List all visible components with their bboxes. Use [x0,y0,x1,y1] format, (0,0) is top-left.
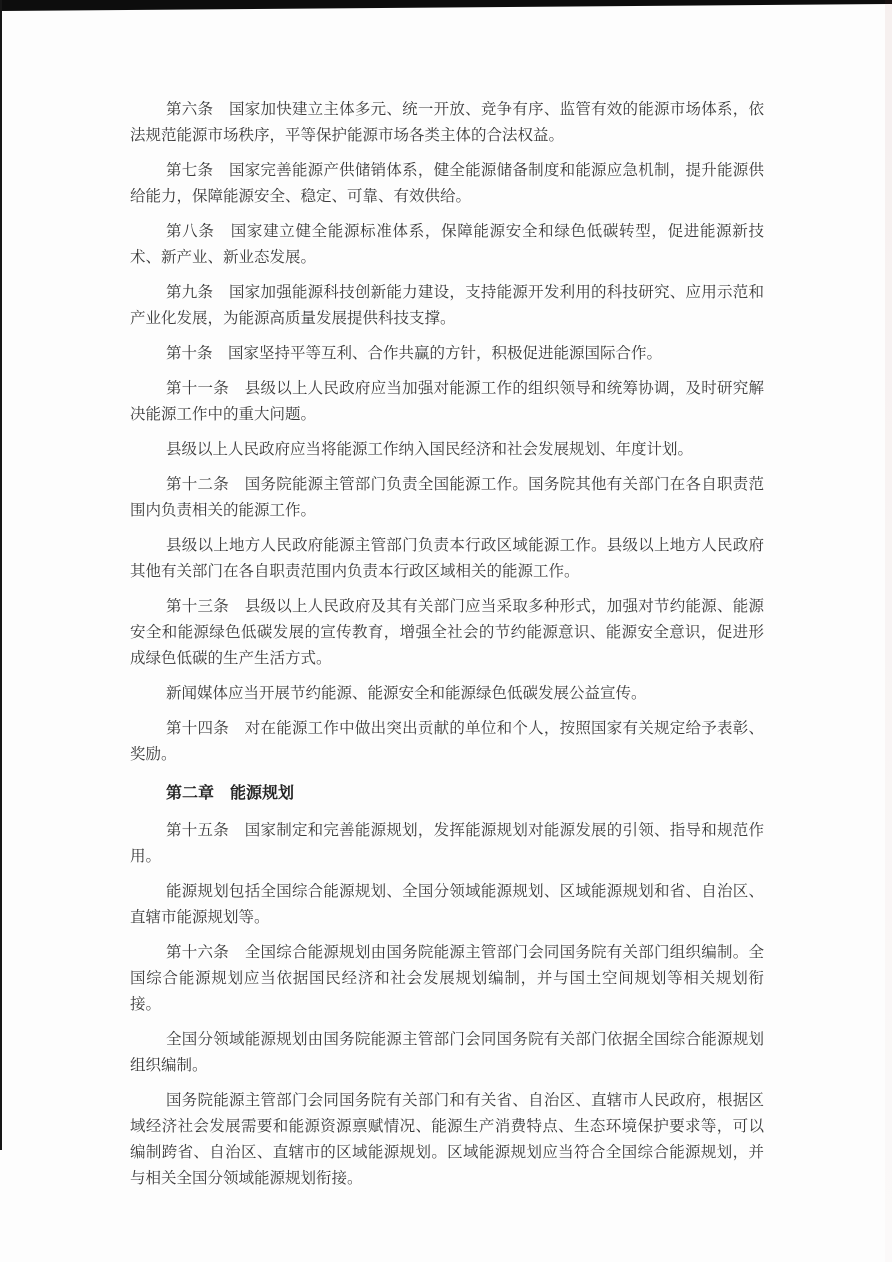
chapter-heading: 第二章 能源规划 [166,785,295,802]
law-paragraph: 全国分领域能源规划由国务院能源主管部门会同国务院有关部门依据全国综合能源规划组织编制。 [130,1031,764,1074]
law-paragraph: 第七条 国家完善能源产供储销体系，健全能源储备制度和能源应急机制，提升能源供给能力，保障能源安全、稳定、可靠、有效供给。 [130,162,764,205]
document-body [130,97,764,1201]
law-paragraph: 县级以上地方人民政府能源主管部门负责本行政区域能源工作。县级以上地方人民政府其他有关部门在各自职责范围内负责本行政区域相关的能源工作。 [130,537,764,580]
law-paragraph: 国务院能源主管部门会同国务院有关部门和有关省、自治区、直辖市人民政府，根据区域经济社会发展需要和能源资源禀赋情况、能源生产消费特点、生态环境保护要求等，可以编制跨省、自治区、直辖市的区域能源规划。区域能源规划应当符合全国综合能源规划，并与相关全国分领域能源规划衔接。 [130,1092,764,1187]
law-paragraph: 第九条 国家加强能源科技创新能力建设，支持能源开发利用的科技研究、应用示范和产业化发展，为能源高质量发展提供科技支撑。 [130,284,764,327]
law-paragraph: 第十三条 县级以上人民政府及其有关部门应当采取多种形式，加强对节约能源、能源安全和能源绿色低碳发展的宣传教育，增强全社会的节约能源意识、能源安全意识，促进形成绿色低碳的生产生活方式。 [130,598,764,667]
scan-artifact-right-edge [885,0,892,1262]
law-paragraph: 能源规划包括全国综合能源规划、全国分领域能源规划、区域能源规划和省、自治区、直辖市能源规划等。 [130,883,764,926]
law-paragraph: 县级以上人民政府应当将能源工作纳入国民经济和社会发展规划、年度计划。 [166,441,694,458]
law-paragraph: 第十二条 国务院能源主管部门负责全国能源工作。国务院其他有关部门在各自职责范围内负责相关的能源工作。 [130,476,764,519]
law-paragraph: 第十条 国家坚持平等互利、合作共赢的方针，积极促进能源国际合作。 [166,345,663,362]
law-paragraph: 第十五条 国家制定和完善能源规划，发挥能源规划对能源发展的引领、指导和规范作用。 [130,822,764,865]
law-paragraph: 第十四条 对在能源工作中做出突出贡献的单位和个人，按照国家有关规定给予表彰、奖励。 [130,720,764,763]
scan-artifact-top-bar [0,0,892,12]
scan-artifact-left-line [0,0,2,1150]
law-paragraph: 第八条 国家建立健全能源标准体系，保障能源安全和绿色低碳转型，促进能源新技术、新产业、新业态发展。 [130,223,764,266]
law-paragraph: 第十一条 县级以上人民政府应当加强对能源工作的组织领导和统筹协调，及时研究解决能源工作中的重大问题。 [130,380,764,423]
law-paragraph: 第十六条 全国综合能源规划由国务院能源主管部门会同国务院有关部门组织编制。全国综合能源规划应当依据国民经济和社会发展规划编制，并与国土空间规划等相关规划衔接。 [130,944,764,1013]
law-paragraph: 第六条 国家加快建立主体多元、统一开放、竞争有序、监管有效的能源市场体系，依法规范能源市场秩序，平等保护能源市场各类主体的合法权益。 [130,101,764,144]
law-paragraph: 新闻媒体应当开展节约能源、能源安全和能源绿色低碳发展公益宣传。 [166,685,647,702]
